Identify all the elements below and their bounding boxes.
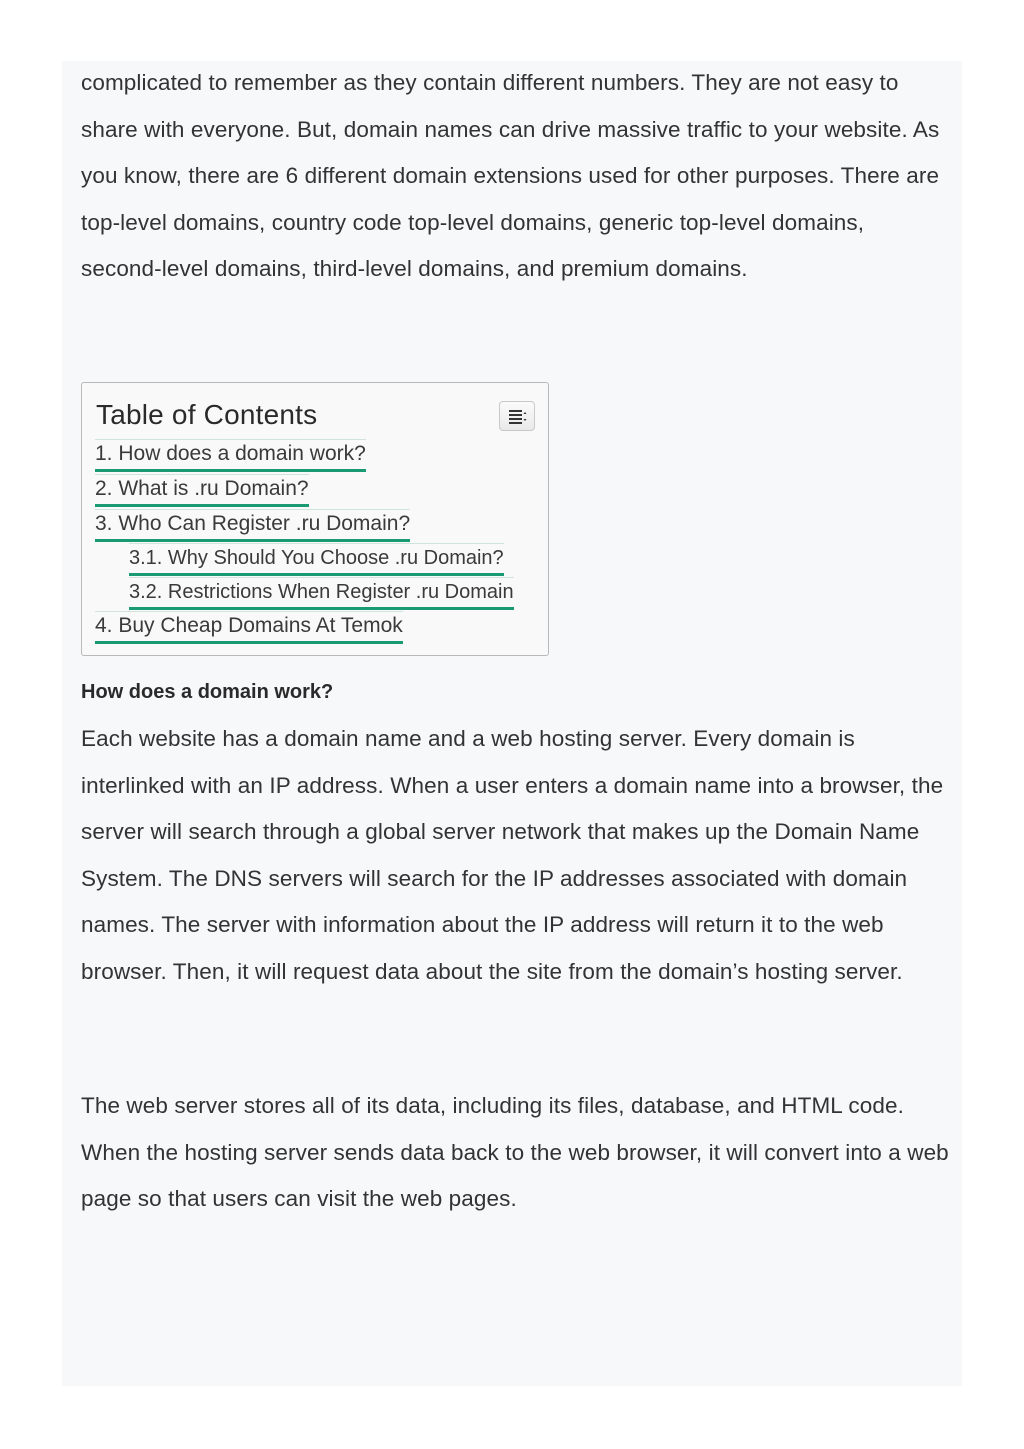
toc-toggle-button[interactable] — [499, 401, 535, 431]
table-of-contents — [81, 382, 549, 656]
toc-link-who-can-register[interactable]: 3. Who Can Register .ru Domain? — [95, 509, 410, 542]
section-heading: How does a domain work? — [81, 681, 334, 703]
body-paragraph-2: The web server stores all of its data, including its files, database, and HTML code. When the hosting server sends data back to the web browser, it will convert into a web page so that users can visit the web pages. — [81, 1093, 949, 1212]
body-paragraph-1: Each website has a domain name and a web hosting server. Every domain is interlinked with an IP address. When a user enters a domain name into a browser, the server will search through a global server network that makes up the Domain Name System. The DNS servers will search for the IP addresses associated with domain names. The server with information about the IP address will return it to the web browser. Then, it will request data about the site from the domain’s hosting server. — [81, 726, 944, 984]
toc-link-restrictions[interactable]: 3.2. Restrictions When Register .ru Domain — [129, 577, 514, 610]
list-toggle-icon — [509, 409, 527, 424]
toc-link-buy-cheap-domains[interactable]: 4. Buy Cheap Domains At Temok — [95, 611, 403, 644]
intro-paragraph: complicated to remember as they contain different numbers. They are not easy to share with everyone. But, domain names can drive massive traffic to your website. As you know, there are 6 different domain extensions used for other purposes. There are top-level domains, country code top-level domains, generic top-level domains, second-level domains, third-level domains, and premium domains. — [81, 70, 940, 282]
toc-title: Table of Contents — [96, 399, 318, 430]
toc-link-what-is-ru[interactable]: 2. What is .ru Domain? — [95, 474, 309, 507]
toc-link-how-domain-works[interactable]: 1. How does a domain work? — [95, 439, 366, 472]
toc-link-why-choose-ru[interactable]: 3.1. Why Should You Choose .ru Domain? — [129, 543, 504, 576]
